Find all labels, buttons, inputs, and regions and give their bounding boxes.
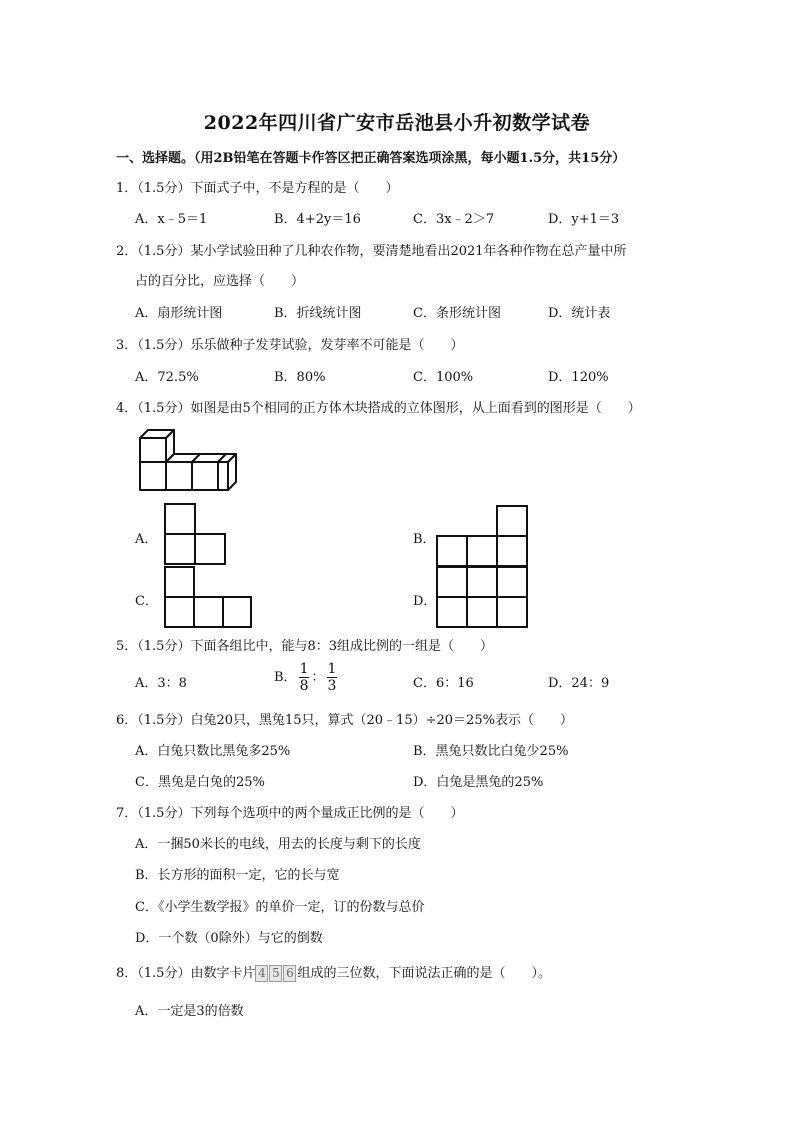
fraction-one-eighth: $\frac{1}{8}$ [299,661,309,694]
q5-option-d[interactable]: D．24：9 [548,676,610,691]
q8-stem-prefix: 8．（1.5分）由数字卡片 [116,966,256,981]
q4-option-d-figure [435,565,531,629]
page-title: 2022年四川省广安市岳池县小升初数学试卷 [203,112,591,134]
q4-option-c[interactable]: C． [135,594,158,609]
ratio-separator: ： [311,670,325,685]
q7-option-c[interactable]: C．《小学生数学报》的单价一定，订的份数与总价 [135,900,425,915]
q4-option-a[interactable]: A． [135,532,158,547]
digit-card-5: 5 [269,965,282,982]
q2-option-c[interactable]: C．条形统计图 [413,306,501,321]
q7-option-b[interactable]: B．长方形的面积一定，它的长与宽 [135,868,340,883]
question-6-stem: 6．（1.5分）白兔20只，黑兔15只，算式（20﹣15）÷20＝25%表示（ ） [116,713,573,728]
q6-option-c[interactable]: C．黑兔是白兔的25% [135,775,265,790]
question-5-stem: 5．（1.5分）下面各组比中，能与8：3组成比例的一组是（ ） [116,639,493,654]
q3-option-b[interactable]: B．80% [274,370,326,385]
question-7-stem: 7．（1.5分）下列每个选项中的两个量成正比例的是（ ） [116,806,464,821]
q2-option-b[interactable]: B．折线统计图 [274,306,362,321]
q2-option-d[interactable]: D．统计表 [548,306,611,321]
q4-option-b[interactable]: B． [413,532,436,547]
q4-option-d[interactable]: D． [413,594,437,609]
question-1-stem: 1．（1.5分）下面式子中，不是方程的是（ ） [116,181,399,196]
q4-option-b-figure [435,504,529,568]
q7-option-d[interactable]: D．一个数（0除外）与它的倒数 [135,931,323,946]
q8-stem-suffix: 组成的三位数，下面说法正确的是（ ）。 [297,966,551,981]
q1-option-d[interactable]: D．y+1＝3 [548,212,620,227]
q1-option-b[interactable]: B．4+2y＝16 [274,212,361,227]
fraction-one-third: $\frac{1}{3}$ [327,661,337,694]
q6-option-a[interactable]: A．白兔只数比黑兔多25% [135,744,291,759]
q5-option-c[interactable]: C．6：16 [413,676,474,691]
section-heading: 一、选择题。（用2B铅笔在答题卡作答区把正确答案选项涂黑，每小题1.5分，共15分） [116,151,626,166]
q1-option-c[interactable]: C．3x﹣2＞7 [413,212,495,227]
q4-option-a-figure [163,502,227,566]
digit-card-4: 4 [255,965,268,982]
q6-option-b[interactable]: B．黑兔只数比白兔少25% [413,744,569,759]
q4-option-c-figure [163,565,253,629]
question-4-stem: 4．（1.5分）如图是由5个相同的正方体木块搭成的立体图形，从上面看到的图形是（ ） [116,401,641,416]
question-2-stem: 2．（1.5分）某小学试验田种了几种农作物，要清楚地看出2021年各种作物在总产量中所 [116,244,627,259]
q1-option-a[interactable]: A．x﹣5＝1 [135,212,208,227]
digit-card-6: 6 [283,965,296,982]
q5-option-a[interactable]: A．3：8 [135,676,187,691]
q8-option-a[interactable]: A．一定是3的倍数 [135,1004,244,1019]
stacked-cubes-figure [136,426,240,494]
q3-option-a[interactable]: A．72.5% [135,370,199,385]
q3-option-c[interactable]: C．100% [413,370,474,385]
q2-option-a[interactable]: A．扇形统计图 [135,306,223,321]
question-3-stem: 3．（1.5分）乐乐做种子发芽试验，发芽率不可能是（ ） [116,338,464,353]
q5-option-b-label: B． [274,670,297,685]
q7-option-a[interactable]: A．一捆50米长的电线，用去的长度与剩下的长度 [135,837,421,852]
question-8-stem [116,962,551,982]
q6-option-d[interactable]: D．白兔是黑兔的25% [413,775,544,790]
q3-option-d[interactable]: D．120% [548,370,609,385]
q5-option-b[interactable] [274,662,339,693]
question-2-stem-cont: 占的百分比，应选择（ ） [135,274,305,289]
